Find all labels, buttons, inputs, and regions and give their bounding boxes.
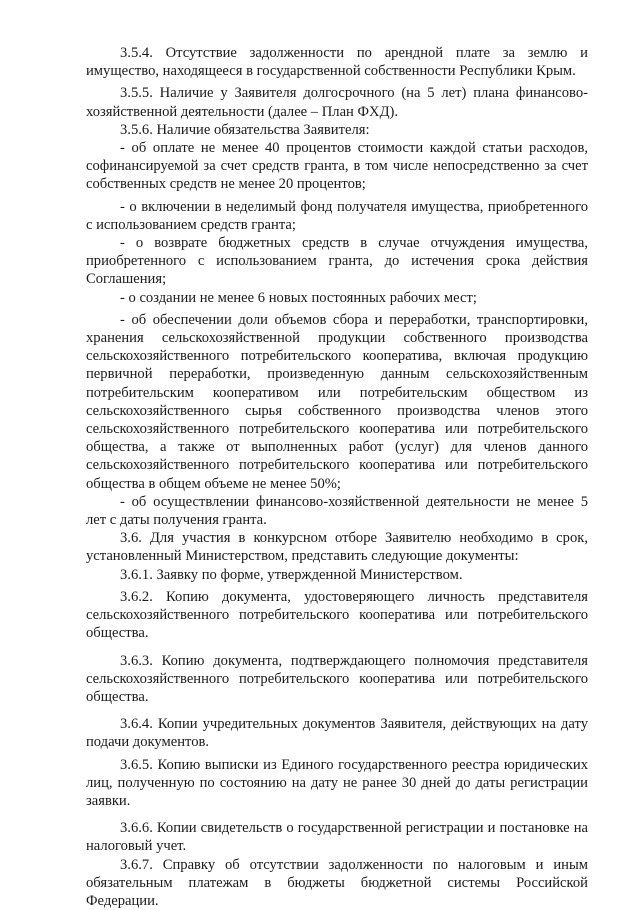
paragraph-3-5-6: 3.5.6. Наличие обязательства Заявителя: (120, 121, 370, 138)
list-item-indivisible-fund: - о включении в неделимый фонд получателя имущества, приобретенного с использованием средств гранта; (86, 198, 588, 233)
paragraph-3-5-4: 3.5.4. Отсутствие задолженности по арендной плате за землю и имущество, находящееся в государственной собственности Республики Крым. (86, 45, 588, 80)
list-item-production-share: - об обеспечении доли объемов сбора и переработки, транспортировки, хранения сельскохозяйственной продукции собственного производства сельскохозяйственного потребительского кооператива, включая продукцию первичной переработки, произведенную данным сельскохозяйственным потребительским кооперативом или потребительским обществом из сельскохозяйственного сырья собственного производства членов этого сельскохозяйственного потребительского кооператива или потребительского общества, а также от выполненных работ (услуг) для членов данного сельскохозяйственного потребительского кооператива или потребительского общества в общем объеме не менее 50%; (86, 311, 588, 492)
paragraph-3-6-4: 3.6.4. Копии учредительных документов Заявителя, действующих на дату подачи документов. (86, 716, 588, 751)
paragraph-3-6-5: 3.6.5. Копию выписки из Единого государственного реестра юридических лиц, полученную по состоянию на дату не ранее 30 дней до даты регистрации заявки. (86, 756, 588, 809)
paragraph-3-6-3: 3.6.3. Копию документа, подтверждающего полномочия представителя сельскохозяйственного потребительского кооператива или потребительского общества. (86, 652, 588, 705)
paragraph-3-6-6: 3.6.6. Копии свидетельств о государственной регистрации и постановке на налоговый учет. (86, 820, 588, 855)
paragraph-3-6-7: 3.6.7. Справку об отсутствии задолженности по налоговым и иным обязательным платежам в бюджеты бюджетной системы Российской Федерации. (86, 856, 588, 909)
list-item-activity-term: - об осуществлении финансово-хозяйственной деятельности не менее 5 лет с даты получения гранта. (86, 493, 588, 529)
paragraph-3-6-2: 3.6.2. Копию документа, удостоверяющего личность представителя сельскохозяйственного потребительского кооператива или потребительского общества. (86, 588, 588, 642)
list-item-cofinancing: - об оплате не менее 40 процентов стоимости каждой статьи расходов, софинансируемой за счет средств гранта, в том числе непосредственно за счет собственных средств не менее 20 процентов; (86, 140, 588, 193)
list-item-refund: - о возврате бюджетных средств в случае отчуждения имущества, приобретенного с использованием гранта, до истечения срока действия Соглашения; (86, 235, 588, 288)
list-item-jobs: - о создании не менее 6 новых постоянных рабочих мест; (120, 289, 477, 306)
paragraph-3-6-1: 3.6.1. Заявку по форме, утвержденной Министерством. (120, 566, 463, 583)
paragraph-3-5-5: 3.5.5. Наличие у Заявителя долгосрочного (на 5 лет) плана финансово-хозяйственной деятельности (далее – План ФХД). (86, 85, 588, 120)
paragraph-3-6: 3.6. Для участия в конкурсном отборе Заявителю необходимо в срок, установленный Министерством, представить следующие документы: (86, 530, 588, 565)
